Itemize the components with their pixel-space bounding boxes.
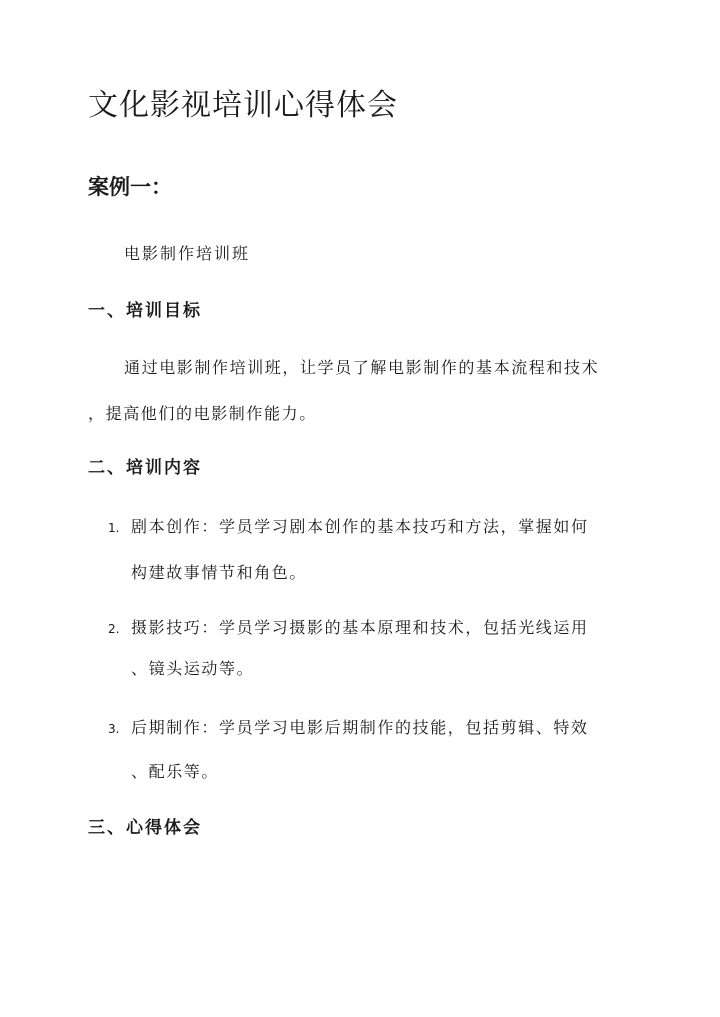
goals-paragraph-line: ，提高他们的电影制作能力。 bbox=[88, 404, 317, 423]
case-heading: 案例一： bbox=[88, 175, 172, 199]
list-item-line: 、镜头运动等。 bbox=[131, 659, 255, 678]
list-item-line: 构建故事情节和角色。 bbox=[131, 563, 308, 582]
list-item-number: 3. bbox=[108, 722, 120, 736]
list-item-line: 剧本创作：学员学习剧本创作的基本技巧和方法，掌握如何 bbox=[131, 517, 589, 536]
list-item-number: 2. bbox=[108, 622, 120, 636]
goals-paragraph-line: 通过电影制作培训班，让学员了解电影制作的基本流程和技术 bbox=[124, 358, 600, 377]
list-item-line: 、配乐等。 bbox=[131, 762, 220, 781]
section-heading-content: 二、培训内容 bbox=[88, 458, 202, 478]
section-heading-reflections: 三、心得体会 bbox=[88, 818, 202, 838]
list-item-number: 1. bbox=[108, 521, 120, 535]
list-item-line: 后期制作：学员学习电影后期制作的技能，包括剪辑、特效 bbox=[131, 718, 589, 737]
list-item-line: 摄影技巧：学员学习摄影的基本原理和技术，包括光线运用 bbox=[131, 618, 589, 637]
course-subtitle: 电影制作培训班 bbox=[124, 244, 251, 263]
document-title: 文化影视培训心得体会 bbox=[88, 88, 398, 123]
section-heading-goals: 一、培训目标 bbox=[88, 301, 202, 321]
